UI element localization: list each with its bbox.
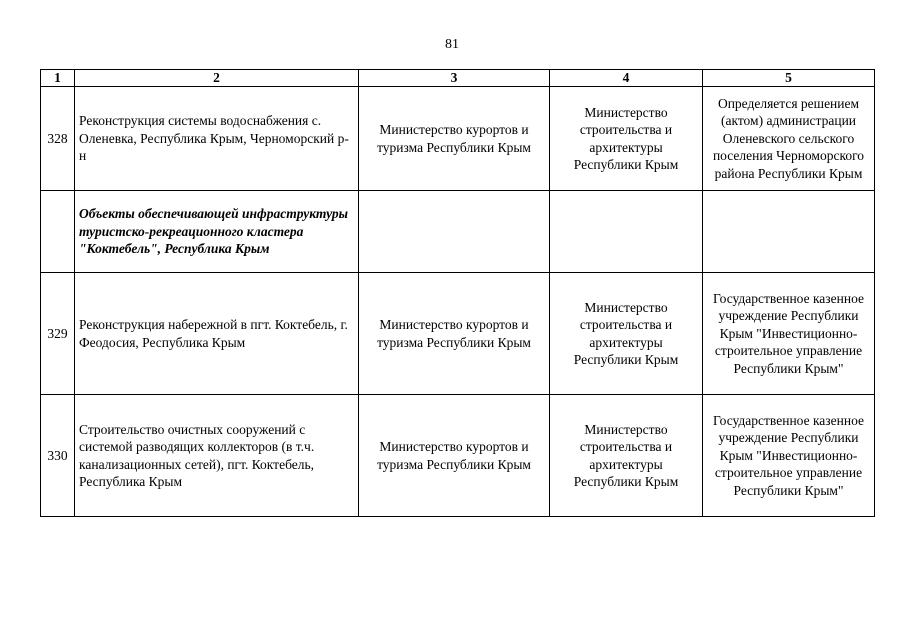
ministry-cell: Министерство строительства и архитектуры Республики Крым xyxy=(550,273,703,395)
column-header-1: 1 xyxy=(41,70,75,87)
column-header-2: 2 xyxy=(75,70,359,87)
object-name: Реконструкция набережной в пгт. Коктебель, г. Феодосия, Республика Крым xyxy=(75,273,359,395)
empty-cell xyxy=(703,191,875,273)
column-header-3: 3 xyxy=(359,70,550,87)
column-header-5: 5 xyxy=(703,70,875,87)
developer-cell: Определяется решением (актом) администрации Оленевского сельского поселения Черноморского района Республики Крым xyxy=(703,87,875,191)
object-table xyxy=(40,69,875,517)
developer-cell: Государственное казенное учреждение Республики Крым "Инвестиционно-строительное управление Республики Крым" xyxy=(703,273,875,395)
object-name: Строительство очистных сооружений с системой разводящих коллекторов (в т.ч. канализационных сетей), пгт. Коктебель, Республика Крым xyxy=(75,395,359,517)
customer-cell: Министерство курортов и туризма Республики Крым xyxy=(359,395,550,517)
ministry-cell: Министерство строительства и архитектуры Республики Крым xyxy=(550,87,703,191)
column-header-4: 4 xyxy=(550,70,703,87)
empty-cell xyxy=(550,191,703,273)
row-number: 330 xyxy=(41,395,75,517)
table-row xyxy=(41,273,875,395)
row-number: 329 xyxy=(41,273,75,395)
empty-cell xyxy=(359,191,550,273)
table-row xyxy=(41,87,875,191)
section-title: Объекты обеспечивающей инфраструктуры туристско-рекреационного кластера "Коктебель", Республика Крым xyxy=(75,191,359,273)
object-name: Реконструкция системы водоснабжения с. Оленевка, Республика Крым, Черноморский р-н xyxy=(75,87,359,191)
row-number: 328 xyxy=(41,87,75,191)
header-row xyxy=(41,70,875,87)
page-number: 81 xyxy=(445,37,459,52)
section-row xyxy=(41,191,875,273)
customer-cell: Министерство курортов и туризма Республики Крым xyxy=(359,87,550,191)
developer-cell: Государственное казенное учреждение Республики Крым "Инвестиционно-строительное управление Республики Крым" xyxy=(703,395,875,517)
ministry-cell: Министерство строительства и архитектуры Республики Крым xyxy=(550,395,703,517)
customer-cell: Министерство курортов и туризма Республики Крым xyxy=(359,273,550,395)
row-number-empty xyxy=(41,191,75,273)
table-row xyxy=(41,395,875,517)
